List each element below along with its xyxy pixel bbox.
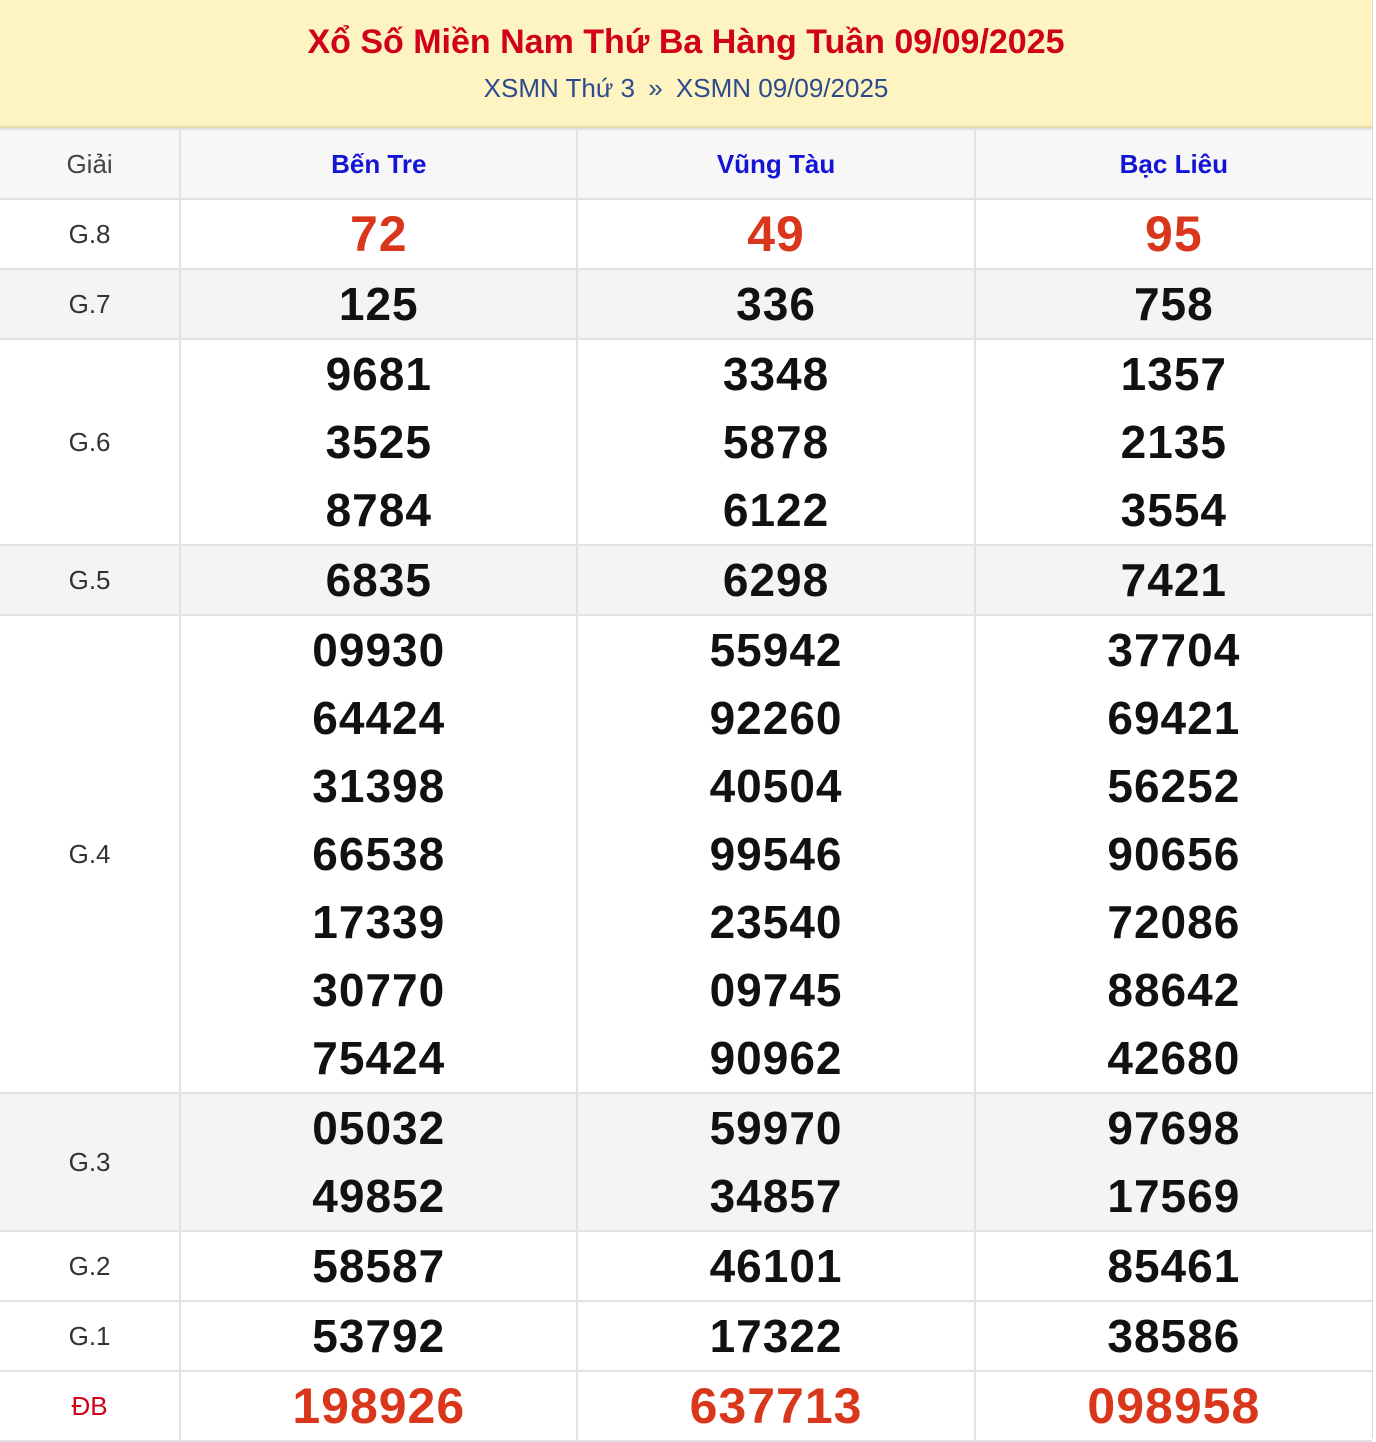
result-number: 637713 (689, 1378, 863, 1434)
result-number: 88642 (1107, 964, 1241, 1016)
breadcrumb (0, 73, 1372, 103)
result-cell (975, 1093, 1372, 1231)
result-cell (975, 1371, 1372, 1441)
result-number: 30770 (312, 964, 446, 1016)
results-table (0, 128, 1372, 1442)
result-number: 69421 (1107, 692, 1241, 744)
result-number: 17339 (312, 896, 446, 948)
result-number: 05032 (312, 1102, 446, 1154)
result-number: 97698 (1107, 1102, 1241, 1154)
result-cell (180, 615, 577, 1093)
result-number: 17322 (709, 1310, 843, 1362)
result-number: 9681 (325, 348, 432, 400)
result-cell (180, 1301, 577, 1371)
result-cell (577, 615, 974, 1093)
result-cell (180, 1093, 577, 1231)
result-number: 6122 (722, 484, 830, 536)
table-row (0, 1093, 1372, 1231)
result-cell (180, 269, 577, 339)
result-cell (577, 1231, 974, 1301)
result-number: 90962 (709, 1032, 843, 1084)
result-number: 90656 (1107, 828, 1241, 880)
result-cell (180, 1371, 577, 1441)
result-number: 75424 (312, 1032, 446, 1084)
result-number: 2135 (1120, 416, 1228, 468)
breadcrumb-link-date[interactable]: XSMN 09/09/2025 (675, 73, 889, 103)
result-cell (180, 199, 577, 269)
result-cell (577, 545, 974, 615)
page-title: Xổ Số Miền Nam Thứ Ba Hàng Tuần 09/09/2025 (307, 23, 1065, 61)
result-number: 09930 (312, 624, 446, 676)
result-number: 6298 (722, 554, 830, 606)
result-cell (975, 545, 1372, 615)
result-number: 40504 (709, 760, 843, 812)
result-cell (975, 1301, 1372, 1371)
result-number: 23540 (709, 896, 843, 948)
result-cell (577, 1301, 974, 1371)
result-cell (577, 269, 974, 339)
province-header-vung-tau[interactable]: Vũng Tàu (577, 129, 974, 199)
result-number: 49 (747, 206, 805, 262)
table-row (0, 1231, 1372, 1301)
result-number: 42680 (1107, 1032, 1241, 1084)
result-number: 58587 (312, 1240, 446, 1292)
result-cell (577, 1371, 974, 1441)
result-number: 8784 (325, 484, 432, 536)
result-cell (180, 339, 577, 545)
table-row (0, 199, 1372, 269)
result-number: 56252 (1107, 760, 1241, 812)
prize-column-header: Giải (0, 129, 180, 199)
result-number: 125 (338, 278, 419, 330)
result-cell (975, 615, 1372, 1093)
result-number: 09745 (709, 964, 843, 1016)
results-header (0, 0, 1372, 128)
result-cell (975, 339, 1372, 545)
result-cell (975, 1231, 1372, 1301)
result-number: 37704 (1107, 624, 1241, 676)
result-number: 7421 (1120, 554, 1228, 606)
result-number: 53792 (312, 1310, 446, 1362)
province-header-bac-lieu[interactable]: Bạc Liêu (975, 129, 1372, 199)
result-number: 5878 (722, 416, 830, 468)
result-number: 85461 (1107, 1240, 1241, 1292)
result-number: 59970 (709, 1102, 843, 1154)
breadcrumb-link-weekday[interactable]: XSMN Thứ 3 (483, 73, 635, 103)
prize-label: G.6 (0, 339, 180, 545)
result-number: 31398 (312, 760, 446, 812)
result-number: 72 (349, 206, 408, 262)
result-cell (577, 199, 974, 269)
result-number: 99546 (709, 828, 843, 880)
result-cell (180, 545, 577, 615)
result-number: 3348 (722, 348, 830, 400)
table-row (0, 269, 1372, 339)
prize-label: G.7 (0, 269, 180, 339)
breadcrumb-separator: » (648, 73, 663, 103)
result-number: 72086 (1107, 896, 1241, 948)
result-number: 64424 (312, 692, 446, 744)
prize-label: G.8 (0, 199, 180, 269)
table-row (0, 1301, 1372, 1371)
prize-label: G.4 (0, 615, 180, 1093)
result-number: 17569 (1107, 1170, 1241, 1222)
result-number: 38586 (1107, 1310, 1241, 1362)
result-number: 6835 (325, 554, 432, 606)
result-number: 46101 (709, 1240, 843, 1292)
prize-label: G.2 (0, 1231, 180, 1301)
result-number: 49852 (312, 1170, 446, 1222)
table-row (0, 1371, 1372, 1441)
prize-label: G.1 (0, 1301, 180, 1371)
table-row (0, 615, 1372, 1093)
result-cell (975, 269, 1372, 339)
result-number: 1357 (1120, 348, 1228, 400)
result-number: 098958 (1087, 1378, 1261, 1434)
province-header-ben-tre[interactable]: Bến Tre (180, 129, 577, 199)
prize-label: G.3 (0, 1093, 180, 1231)
prize-label: G.5 (0, 545, 180, 615)
result-cell (180, 1231, 577, 1301)
result-number: 336 (736, 278, 816, 330)
prize-label: ĐB (0, 1371, 180, 1441)
result-cell (975, 199, 1372, 269)
result-number: 95 (1145, 206, 1203, 262)
result-number: 758 (1133, 278, 1214, 330)
table-header-row (0, 129, 1372, 199)
result-number: 92260 (709, 692, 843, 744)
result-cell (577, 339, 974, 545)
table-row (0, 339, 1372, 545)
result-cell (577, 1093, 974, 1231)
result-number: 66538 (312, 828, 446, 880)
result-number: 34857 (709, 1170, 843, 1222)
result-number: 3525 (325, 416, 432, 468)
table-row (0, 545, 1372, 615)
result-number: 3554 (1120, 484, 1228, 536)
result-number: 55942 (709, 624, 843, 676)
result-number: 198926 (292, 1378, 466, 1434)
